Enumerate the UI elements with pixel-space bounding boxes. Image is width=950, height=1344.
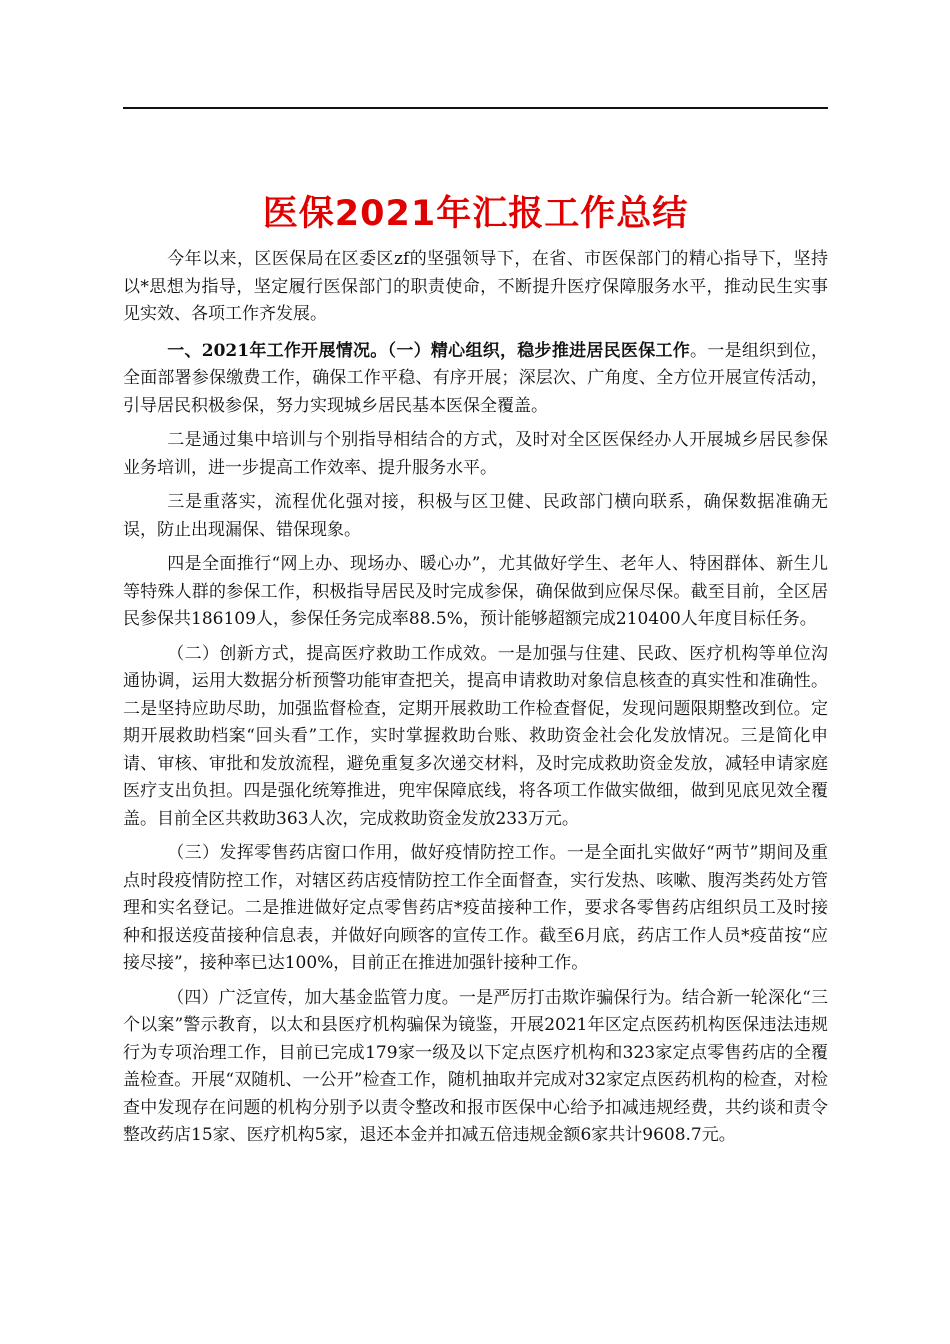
document-body <box>123 246 828 1157</box>
header-rule <box>123 107 828 109</box>
paragraph-section-2: （二）创新方式，提高医疗救助工作成效。一是加强与住建、民政、医疗机构等单位沟通协调，运用大数据分析预警功能审查把关，提高申请救助对象信息核查的真实性和准确性。二是坚持应助尽助，加强监督检查，定期开展救助工作检查督促，发现问题限期整改到位。定期开展救助档案“回头看”工作，实时掌握救助台账、救助资金社会化发放情况。三是简化申请、审核、审批和发放流程，避免重复多次递交材料，及时完成救助资金发放，减轻申请家庭医疗支出负担。四是强化统筹推进，兜牢保障底线，将各项工作做实做细，做到见底见效全覆盖。目前全区共救助363人次，完成救助资金发放233万元。 <box>123 643 828 829</box>
paragraph-section-3: （三）发挥零售药店窗口作用，做好疫情防控工作。一是全面扎实做好“两节”期间及重点时段疫情防控工作，对辖区药店疫情防控工作全面督查，实行发热、咳嗽、腹泻类药处方管理和实名登记。二是推进做好定点零售药店*疫苗接种工作，要求各零售药店组织员工及时接种和报送疫苗接种信息表，并做好向顾客的宣传工作。截至6月底，药店工作人员*疫苗按“应接尽接”，接种率已达100%，目前正在推进加强针接种工作。 <box>123 843 828 973</box>
section-1-paragraph <box>123 338 828 421</box>
section-1-heading: 一、2021年工作开展情况。（一）精心组织，稳步推进居民医保工作 <box>167 340 691 361</box>
paragraph-item-4: 四是全面推行“网上办、现场办、暖心办”，尤其做好学生、老年人、特困群体、新生儿等特殊人群的参保工作，积极指导居民及时完成参保，确保做到应保尽保。截至目前，全区居民参保共186109人，参保任务完成率88.5%，预计能够超额完成210400人年度目标任务。 <box>123 554 828 629</box>
page-title: 医保2021年汇报工作总结 <box>262 194 689 234</box>
paragraph-section-4: （四）广泛宣传，加大基金监管力度。一是严厉打击欺诈骗保行为。结合新一轮深化“三个以案”警示教育，以太和县医疗机构骗保为镜鉴，开展2021年区定点医药机构医保违法违规行为专项治理工作，目前已完成179家一级及以下定点医疗机构和323家定点零售药店的全覆盖检查。开展“双随机、一公开”检查工作，随机抽取并完成对32家定点医药机构的检查，对检查中发现存在问题的机构分别予以责令整改和报市医保中心给予扣减违规经费，共约谈和责令整改药店15家、医疗机构5家，退还本金并扣减五倍违规金额6家共计9608.7元。 <box>123 987 828 1145</box>
intro-paragraph: 今年以来，区医保局在区委区zf的坚强领导下，在省、市医保部门的精心指导下，坚持以*思想为指导，坚定履行医保部门的职责使命，不断提升医疗保障服务水平，推动民生实事见实效、各项工作齐发展。 <box>123 249 828 324</box>
paragraph-item-3: 三是重落实，流程优化强对接，积极与区卫健、民政部门横向联系，确保数据准确无误，防止出现漏保、错保现象。 <box>123 492 828 540</box>
section-1-text: 。一是组织到位，全面部署参保缴费工作，确保工作平稳、有序开展；深层次、广角度、全方位开展宣传活动，引导居民积极参保，努力实现城乡居民基本医保全覆盖。 <box>123 340 828 416</box>
paragraph-item-2: 二是通过集中培训与个别指导相结合的方式，及时对全区医保经办人开展城乡居民参保业务培训，进一步提高工作效率、提升服务水平。 <box>123 430 828 478</box>
